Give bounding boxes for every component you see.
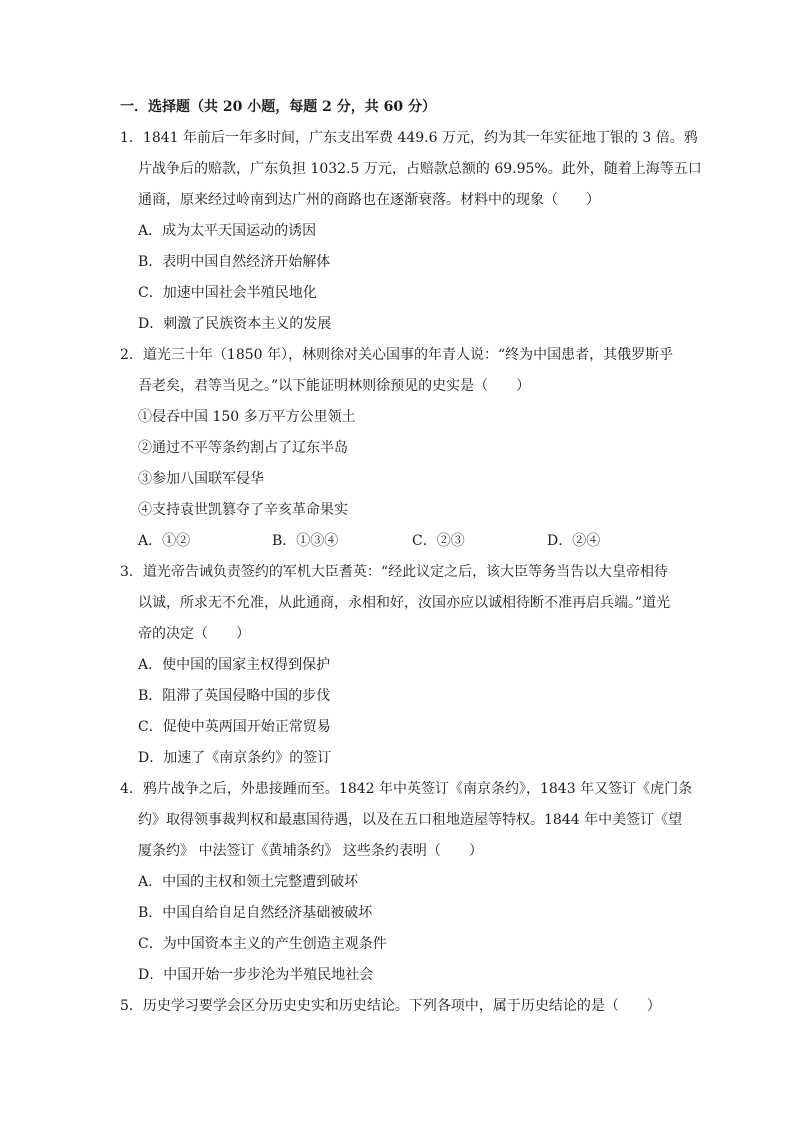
question-1-line-3: 通商，原来经过岭南到达广州的商路也在逐渐衰落。材料中的现象（ ）: [138, 192, 600, 208]
question-4-option-a[interactable]: A．中国的主权和领土完整遭到破坏: [138, 874, 359, 890]
question-3-option-d[interactable]: D．加速了《南京条约》的签订: [138, 750, 332, 766]
question-1-option-d[interactable]: D．刺激了民族资本主义的发展: [138, 316, 332, 332]
question-1-line-1: 1．1841 年前后一年多时间，广东支出军费 449.6 万元，约为其一年实征地丁银的 3 倍。鸦: [120, 130, 698, 146]
question-3-line-2: 以诚，所求无不允准，从此通商，永相和好，汝国亦应以诚相待断不准再启兵端。”道光: [138, 595, 671, 611]
question-4-line-2: 约》取得领事裁判权和最惠国待遇，以及在五口租地造屋等特权。1844 年中美签订《望: [138, 812, 683, 828]
question-2-option-d[interactable]: D．②④: [547, 533, 601, 549]
question-3-line-1: 3．道光帝告诫负责签约的军机大臣耆英：“经此议定之后，该大臣等务当告以大皇帝相待: [120, 564, 669, 580]
question-2-line-1: 2．道光三十年（1850 年），林则徐对关心国事的年青人说：“终为中国患者，其俄罗斯乎: [120, 347, 674, 363]
question-3-line-3: 帝的决定（ ）: [138, 626, 250, 642]
question-5-line-1: 5．历史学习要学会区分历史史实和历史结论。下列各项中，属于历史结论的是（ ）: [120, 998, 661, 1014]
question-1-option-a[interactable]: A．成为太平天国运动的诱因: [138, 223, 317, 239]
question-2-option-b[interactable]: B．①③④: [272, 533, 339, 549]
question-2-item-1: ①侵吞中国 150 多万平方公里领土: [138, 409, 356, 425]
question-1-option-b[interactable]: B．表明中国自然经济开始解体: [138, 254, 331, 270]
question-2-item-4: ④支持袁世凯篡夺了辛亥革命果实: [138, 502, 348, 518]
question-2-option-a[interactable]: A．①②: [138, 533, 191, 549]
section-title: 一．选择题（共 20 小题，每题 2 分，共 60 分）: [120, 99, 436, 115]
question-1-line-2: 片战争后的赔款，广东负担 1032.5 万元，占赔款总额的 69.95%。此外，随着上海等五口: [138, 161, 702, 177]
question-1-option-c[interactable]: C．加速中国社会半殖民地化: [138, 285, 317, 301]
question-4-option-c[interactable]: C．为中国资本主义的产生创造主观条件: [138, 936, 387, 952]
question-3-option-c[interactable]: C．促使中英两国开始正常贸易: [138, 719, 331, 735]
question-2-item-3: ③参加八国联军侵华: [138, 471, 264, 487]
question-4-option-b[interactable]: B．中国自给自足自然经济基础被破坏: [138, 905, 373, 921]
question-2-line-2: 吾老矣，君等当见之。”以下能证明林则徐预见的史实是（ ）: [138, 378, 531, 394]
question-2-option-c[interactable]: C．②③: [412, 533, 465, 549]
question-4-line-1: 4．鸦片战争之后，外患接踵而至。1842 年中英签订《南京条约》，1843 年又签订《虎门条: [120, 781, 693, 797]
question-3-option-b[interactable]: B．阻滞了英国侵略中国的步伐: [138, 688, 331, 704]
question-3-option-a[interactable]: A．使中国的国家主权得到保护: [138, 657, 331, 673]
question-4-line-3: 厦条约》 中法签订《黄埔条约》 这些条约表明（ ）: [138, 843, 483, 859]
question-4-option-d[interactable]: D．中国开始一步步沦为半殖民地社会: [138, 967, 374, 983]
question-2-item-2: ②通过不平等条约割占了辽东半岛: [138, 440, 348, 456]
